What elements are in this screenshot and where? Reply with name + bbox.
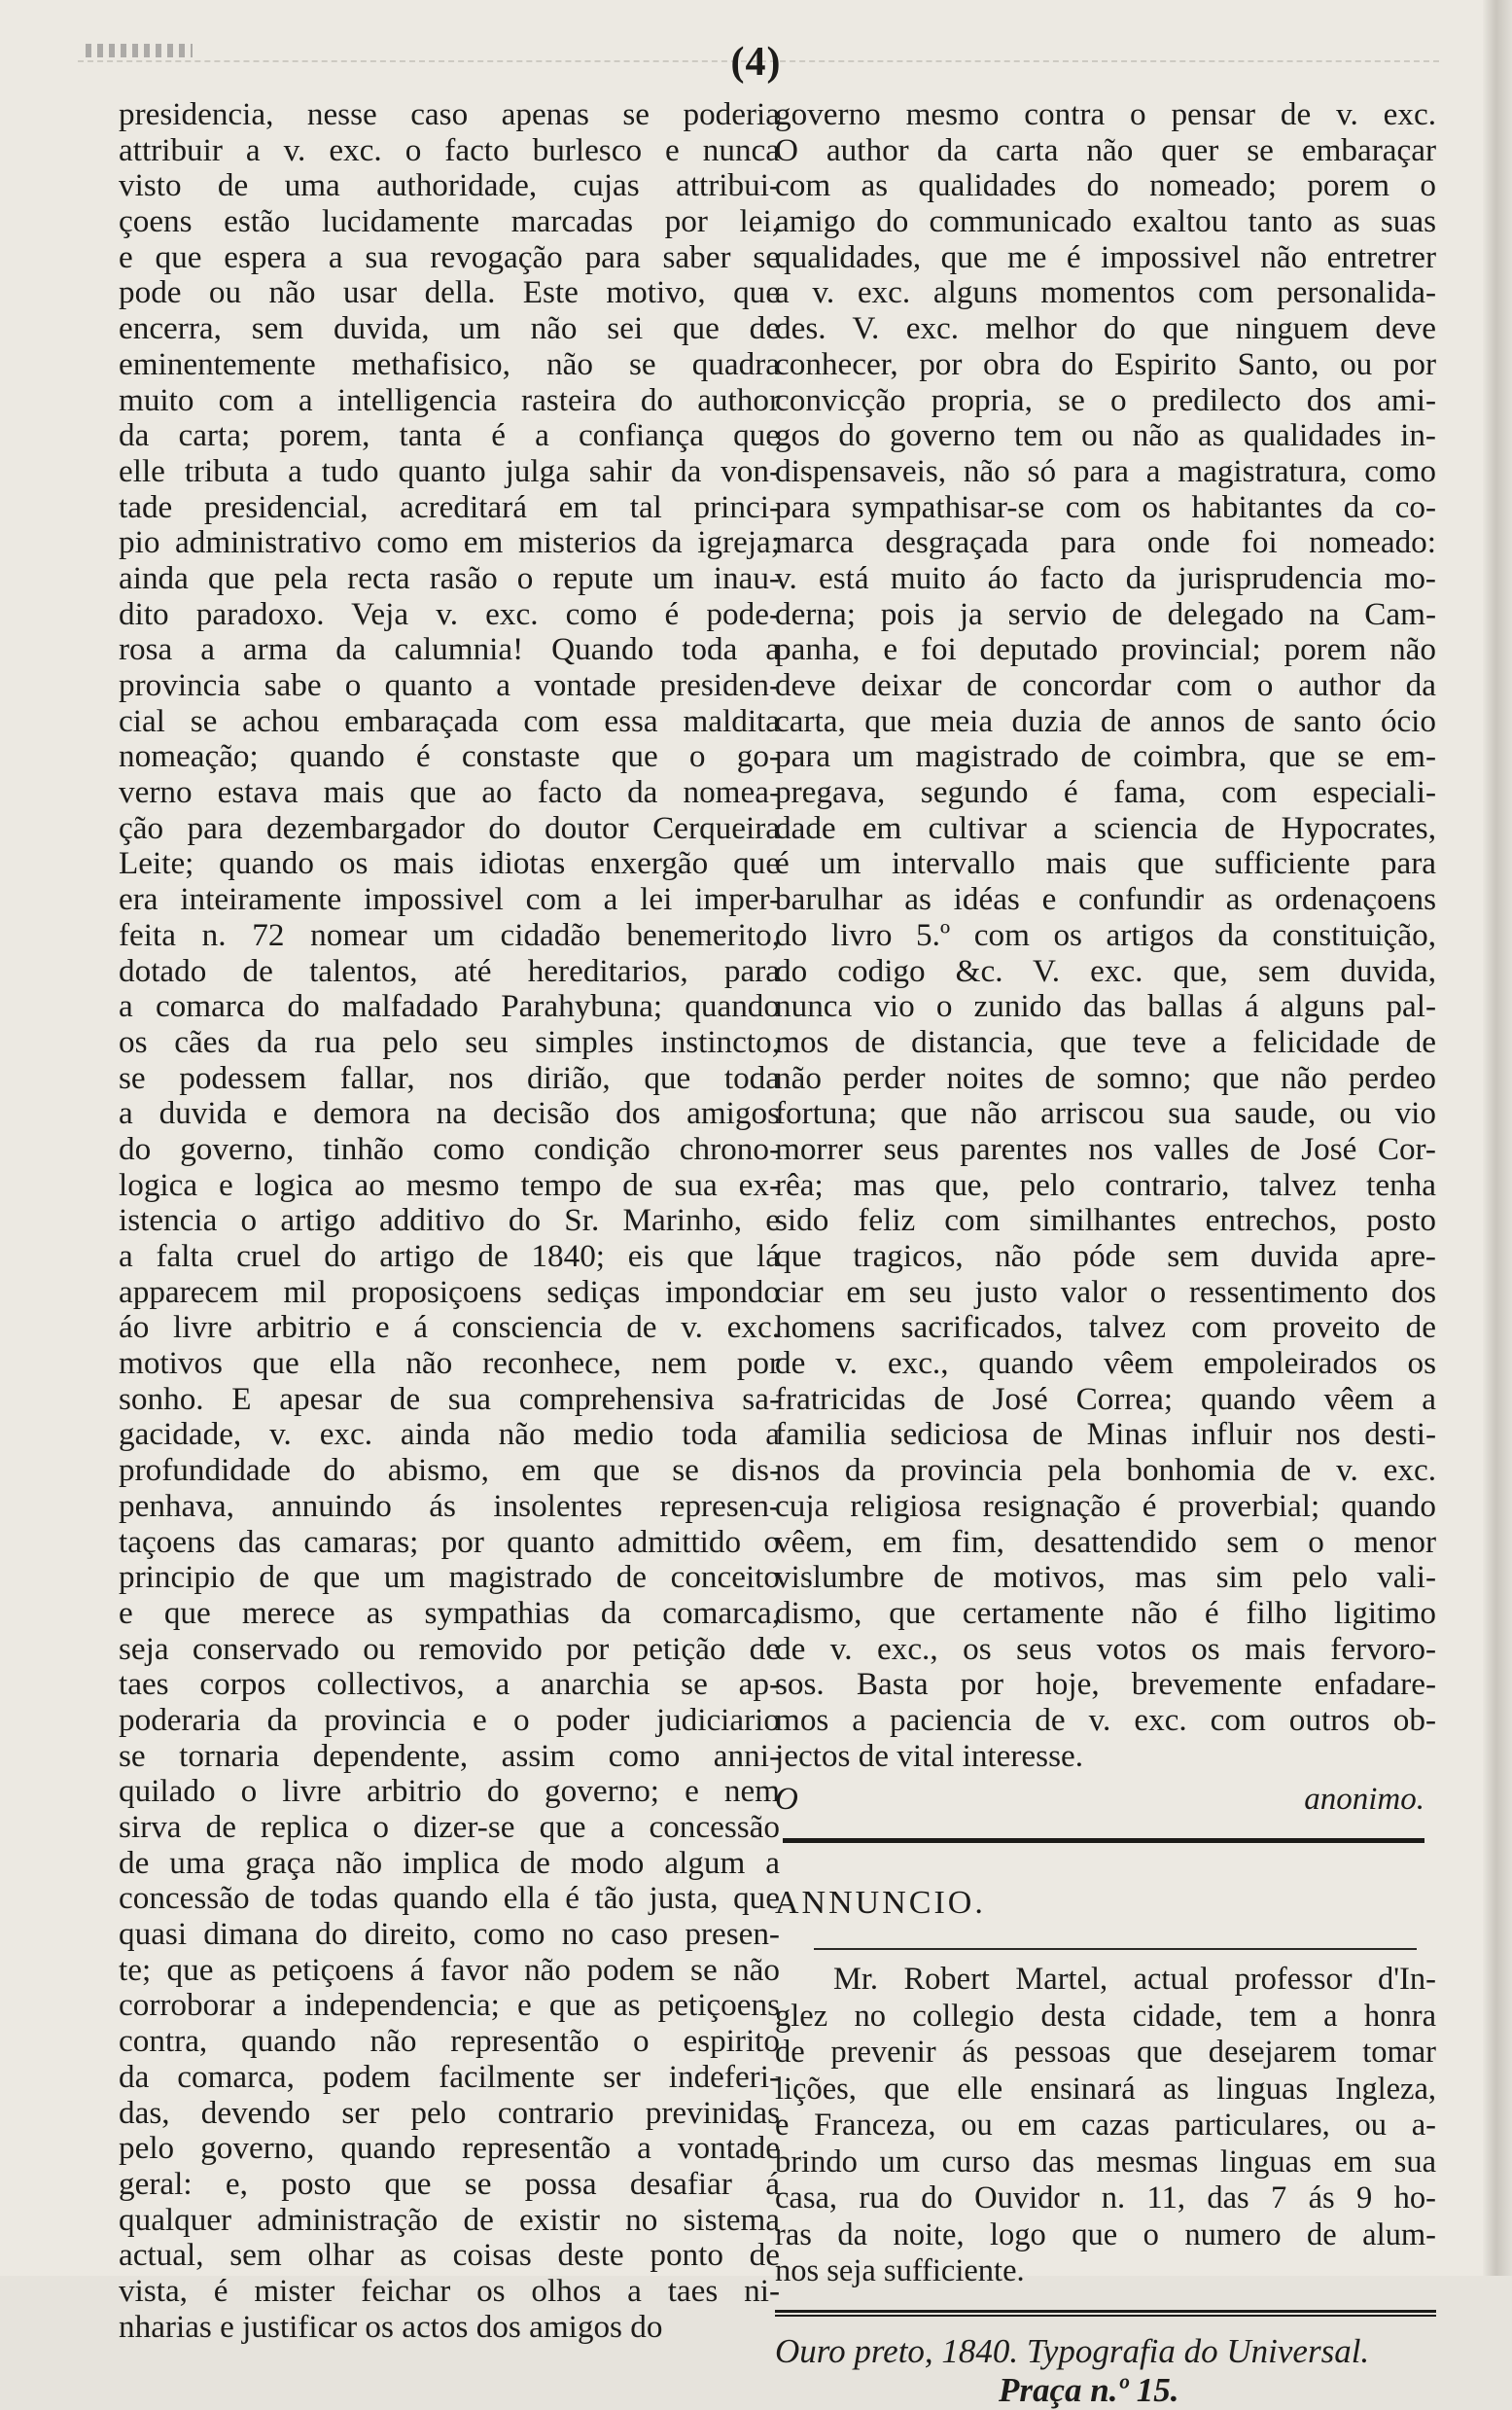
text-line: rosa a arma da calumnia! Quando toda a [119, 632, 780, 668]
text-line: carta, que meia duzia de annos de santo ócio [775, 703, 1436, 739]
announcement-body [775, 1962, 1436, 2290]
text-line: verno estava mais que ao facto da nomea- [119, 775, 780, 811]
text-line: vislumbre de motivos, mas sim pelo vali- [775, 1560, 1436, 1596]
text-line: homens sacrificados, talvez com proveito de [775, 1310, 1436, 1346]
text-line: barulhar as idéas e confundir as ordenaçoens [775, 882, 1436, 918]
text-line: se tornaria dependente, assim como anni- [119, 1738, 780, 1774]
text-line: ras da noite, logo que o numero de alum- [775, 2216, 1436, 2252]
text-line: fortuna; que não arriscou sua saude, ou vio [775, 1096, 1436, 1132]
text-line: tade presidencial, acreditará em tal princi- [119, 489, 780, 525]
text-line: casa, rua do Ouvidor n. 11, das 7 ás 9 ho- [775, 2180, 1436, 2216]
text-line: convicção propria, se o predilecto dos ami- [775, 382, 1436, 418]
text-line: brindo um curso das mesmas linguas em sua [775, 2144, 1436, 2180]
signature: O anonimo. [775, 1782, 1424, 1818]
text-line: elle tributa a tudo quanto julga sahir da von- [119, 453, 780, 489]
text-line: provincia sabe o quanto a vontade presiden- [119, 668, 780, 703]
text-line: para um magistrado de coimbra, que se em- [775, 739, 1436, 775]
text-line: taçoens das camaras; por quanto admittido o [119, 1524, 780, 1560]
text-line: corroborar a independencia; e que as petiçoens [119, 1988, 780, 2024]
text-line: concessão de todas quando ella é tão justa, que [119, 1881, 780, 1917]
text-line: v. está muito áo facto da jurisprudencia mo- [775, 560, 1436, 596]
text-line: presidencia, nesse caso apenas se poderia [119, 97, 780, 132]
text-line: pregava, segundo é fama, com especiali- [775, 775, 1436, 811]
text-line: e que merece as sympathias da comarca, [119, 1595, 780, 1631]
text-line: dismo, que certamente não é filho ligitimo [775, 1595, 1436, 1631]
text-line: cial se achou embaraçada com essa maldita [119, 703, 780, 739]
text-line: quilado o livre arbitrio do governo; e nem [119, 1774, 780, 1810]
text-line: e que espera a sua revogação para saber se [119, 239, 780, 275]
text-line: com as qualidades do nomeado; porem o [775, 168, 1436, 204]
text-line: do livro 5.º com os artigos da constituição, [775, 917, 1436, 953]
text-line: ção para dezembargador do doutor Cerqueira [119, 810, 780, 846]
page-number: (4) [730, 40, 782, 85]
text-line: geral: e, posto que se possa desafiar á [119, 2166, 780, 2202]
text-line: mos a paciencia de v. exc. com outros ob- [775, 1702, 1436, 1738]
right-column [775, 97, 1436, 2410]
text-line: de uma graça não implica de modo algum a [119, 1845, 780, 1881]
text-line: pelo governo, quando representão a vontade [119, 2131, 780, 2167]
imprint-rule [775, 2310, 1436, 2317]
announcement-heading: ANNUNCIO. [775, 1885, 986, 1922]
text-line: sonho. E apesar de sua comprehensiva sa- [119, 1381, 780, 1417]
text-line: jectos de vital interesse. [775, 1738, 1084, 1774]
text-line: dispensaveis, não só para a magistratura, como [775, 453, 1436, 489]
text-line: de v. exc., os seus votos os mais fervoro- [775, 1631, 1436, 1667]
left-column [119, 97, 780, 2345]
text-line: dito paradoxo. Veja v. exc. como é pode- [119, 596, 780, 632]
text-line: gacidade, v. exc. ainda não medio toda a [119, 1417, 780, 1453]
text-line: penhava, annuindo ás insolentes represen- [119, 1488, 780, 1524]
text-line: a v. exc. alguns momentos com personalida- [775, 275, 1436, 311]
text-line: governo mesmo contra o pensar de v. exc. [775, 97, 1436, 132]
text-line: e Franceza, ou em cazas particulares, ou a- [775, 2108, 1436, 2144]
text-line: cuja religiosa resignação é proverbial; quando [775, 1488, 1436, 1524]
text-line: des. V. exc. melhor do que ninguem deve [775, 311, 1436, 347]
text-line: a falta cruel do artigo de 1840; eis que lá [119, 1239, 780, 1274]
text-line: familia sediciosa de Minas influir nos desti- [775, 1417, 1436, 1453]
text-line: eminentemente methafisico, não se quadra [119, 346, 780, 382]
text-line: do governo, tinhão como condição chrono- [119, 1131, 780, 1167]
text-line: pio administrativo como em misterios da igreja; [119, 525, 780, 561]
text-line: sirva de replica o dizer-se que a concessão [119, 1810, 780, 1845]
text-line: qualidades, que me é impossivel não entretrer [775, 239, 1436, 275]
text-line: dade em cultivar a sciencia de Hypocrates, [775, 810, 1436, 846]
text-line: gos do governo tem ou não as qualidades in- [775, 418, 1436, 454]
text-line: istencia o artigo additivo do Sr. Marinho, e [119, 1203, 780, 1239]
text-line: é um intervallo mais que sufficiente para [775, 846, 1436, 882]
text-line: logica e logica ao mesmo tempo de sua ex- [119, 1167, 780, 1203]
text-line: a comarca do malfadado Parahybuna; quando [119, 989, 780, 1025]
text-line: sido feliz com similhantes entrechos, posto [775, 1203, 1436, 1239]
text-line: muito com a intelligencia rasteira do author [119, 382, 780, 418]
text-line: Mr. Robert Martel, actual professor d'In- [833, 1962, 1436, 1998]
section-divider [783, 1838, 1424, 1843]
text-line: nos da provincia pela bonhomia de v. exc. [775, 1453, 1436, 1489]
imprint-line-1: Ouro preto, 1840. Typografia do Universal. [775, 2331, 1370, 2370]
text-line: sos. Basta por hoje, brevemente enfadare- [775, 1667, 1436, 1703]
imprint-line-2: Praça n.º 15. [999, 2370, 1179, 2409]
text-line: do codigo &c. V. exc. que, sem duvida, [775, 953, 1436, 989]
text-line: os cães da rua pelo seu simples instincto, [119, 1024, 780, 1060]
text-line: nomeação; quando é constaste que o go- [119, 739, 780, 775]
text-line: ainda que pela recta rasão o repute um inau- [119, 560, 780, 596]
text-line: lições, que elle ensinará as linguas Ingleza, [775, 2071, 1436, 2107]
text-line: de prevenir ás pessoas que desejarem tomar [775, 2035, 1436, 2071]
text-line: não perder noites de somno; que não perdeo [775, 1060, 1436, 1096]
text-line: motivos que ella não reconhece, nem por [119, 1346, 780, 1382]
text-line: era inteiramente impossivel com a lei imper- [119, 882, 780, 918]
text-line: actual, sem olhar as coisas deste ponto de [119, 2238, 780, 2274]
text-line: amigo do communicado exaltou tanto as suas [775, 204, 1436, 240]
text-line: encerra, sem duvida, um não sei que de [119, 311, 780, 347]
text-line: dotado de talentos, até hereditarios, para [119, 953, 780, 989]
text-line: O author da carta não quer se embaraçar [775, 132, 1436, 168]
text-line: vêem, em fim, desattendido sem o menor [775, 1524, 1436, 1560]
page-edge-shadow [1483, 0, 1512, 2276]
text-line: derna; pois ja servio de delegado na Cam- [775, 596, 1436, 632]
text-line: ciar em seu justo valor o ressentimento dos [775, 1274, 1436, 1310]
text-line: das, devendo ser pelo contrario previnidas [119, 2095, 780, 2131]
text-line: quasi dimana do direito, como no caso presen- [119, 1917, 780, 1953]
text-line: contra, quando não representão o espirito [119, 2024, 780, 2060]
text-line: mos de distancia, que teve a felicidade de [775, 1024, 1436, 1060]
text-line: da comarca, podem facilmente ser indeferi- [119, 2059, 780, 2095]
text-line: nunca vio o zunido das ballas á alguns pal- [775, 989, 1436, 1025]
text-line: áo livre arbitrio e á consciencia de v. exc. [119, 1310, 780, 1346]
text-line: qualquer administração de existir no sistema [119, 2202, 780, 2238]
text-line: Leite; quando os mais idiotas enxergão que [119, 846, 780, 882]
text-line: que tragicos, não póde sem duvida apre- [775, 1239, 1436, 1274]
text-line: a duvida e demora na decisão dos amigos [119, 1096, 780, 1132]
text-line: panha, e foi deputado provincial; porem não [775, 632, 1436, 668]
text-line: te; que as petiçoens á favor não podem se não [119, 1952, 780, 1988]
text-line: fratricidas de José Correa; quando vêem a [775, 1381, 1436, 1417]
text-line: pode ou não usar della. Este motivo, que [119, 275, 780, 311]
text-line: de v. exc., quando vêem empoleirados os [775, 1346, 1436, 1382]
text-line: apparecem mil proposiçoens sediças impondo [119, 1274, 780, 1310]
text-line: rêa; mas que, pelo contrario, talvez tenha [775, 1167, 1436, 1203]
text-line: profundidade do abismo, em que se dis- [119, 1453, 780, 1489]
heading-rule [814, 1948, 1417, 1950]
text-line: seja conservado ou removido por petição de [119, 1631, 780, 1667]
text-line: feita n. 72 nomear um cidadão benemerito, [119, 917, 780, 953]
text-line: se podessem fallar, nos dirião, que toda [119, 1060, 780, 1096]
text-line: glez no collegio desta cidade, tem a honra [775, 1998, 1436, 2034]
text-line: da carta; porem, tanta é a confiança que [119, 418, 780, 454]
imprint [775, 2332, 1436, 2410]
text-line: deve deixar de concordar com o author da [775, 668, 1436, 703]
text-line: para sympathisar-se com os habitantes da co- [775, 489, 1436, 525]
right-column-body [775, 97, 1436, 1774]
text-line: principio de que um magistrado de conceito [119, 1560, 780, 1596]
text-line: conhecer, por obra do Espirito Santo, ou por [775, 346, 1436, 382]
text-line: poderaria da provincia e o poder judiciario [119, 1702, 780, 1738]
text-line: nos seja sufficiente. [775, 2253, 1025, 2289]
text-line: visto de uma authoridade, cujas attribui- [119, 168, 780, 204]
text-line: vista, é mister feichar os olhos a taes ni- [119, 2273, 780, 2309]
text-line: nharias e justificar os actos dos amigos do [119, 2309, 663, 2345]
text-line: attribuir a v. exc. o facto burlesco e nunca [119, 132, 780, 168]
text-line: taes corpos collectivos, a anarchia se ap- [119, 1667, 780, 1703]
text-line: çoens estão lucidamente marcadas por lei, [119, 204, 780, 240]
text-line: marca desgraçada para onde foi nomeado: [775, 525, 1436, 561]
text-line: morrer seus parentes nos valles de José Cor- [775, 1131, 1436, 1167]
